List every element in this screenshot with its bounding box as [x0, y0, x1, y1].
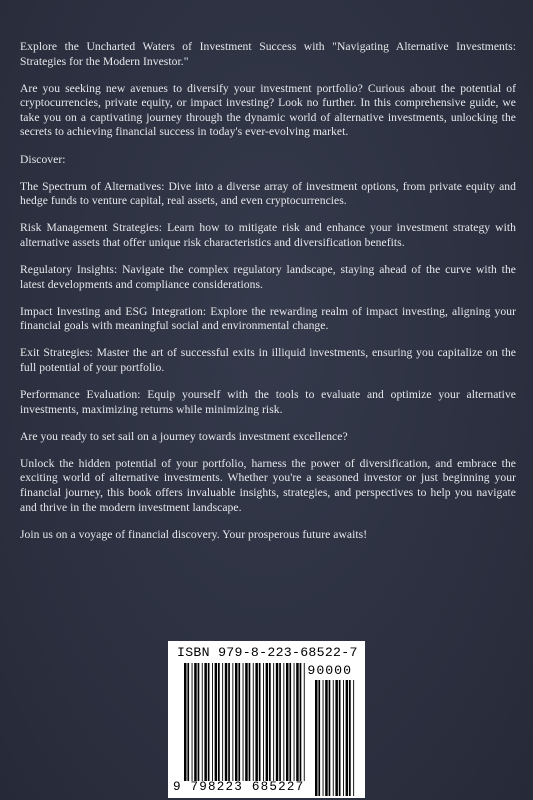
ean-bars	[183, 663, 307, 781]
barcode-bar	[353, 680, 354, 796]
barcode-bar	[208, 663, 210, 781]
barcode-bar	[225, 663, 228, 781]
barcode-bar	[222, 663, 223, 781]
barcode-bar	[325, 680, 328, 796]
barcode-bar	[273, 663, 274, 781]
barcode-bar	[339, 680, 341, 796]
blurb-paragraph-questions: Are you seeking new avenues to diversify your investment portfolio? Curious about the potential of cryptocurrencies, private equity, or impact investing? Look no further. In this comprehensive guide, we take you on a captivating journey through the dynamic world of alternative investments, unlocking the secrets to achieving financial success in today's ever-evolving market.	[20, 81, 516, 139]
barcode-bar	[318, 680, 320, 796]
blurb-item-performance: Performance Evaluation: Equip yourself with the tools to evaluate and optimize your alternative investments, maximizing returns while minimizing risk.	[20, 388, 516, 416]
barcode-bar	[253, 663, 254, 781]
blurb-item-regulatory: Regulatory Insights: Navigate the complex regulatory landscape, staying ahead of the curve with the latest developments and compliance considerations.	[20, 263, 516, 291]
blurb-item-risk: Risk Management Strategies: Learn how to mitigate risk and enhance your investment strategy with alternative assets that offer unique risk characteristics and diversification benefits.	[20, 221, 516, 249]
barcode-bar	[228, 663, 230, 781]
barcode-bar	[184, 663, 187, 781]
barcode-bar	[215, 663, 218, 781]
barcode-bar	[187, 663, 189, 781]
barcode-bar	[335, 680, 338, 796]
barcode-bar	[266, 663, 269, 781]
barcode-bar	[249, 663, 251, 781]
blurb-final-line: Join us on a voyage of financial discovery. Your prosperous future awaits!	[20, 527, 368, 541]
barcode-bar	[218, 663, 220, 781]
barcode-bar	[192, 663, 193, 781]
barcode-bar	[294, 663, 295, 781]
blurb-intro: Explore the Uncharted Waters of Investment Success with "Navigating Alternative Investments: Strategies for the Modern Investor."	[20, 40, 516, 68]
barcode-bar	[259, 663, 261, 781]
barcode-bar	[296, 663, 299, 781]
barcode-bar	[198, 663, 200, 781]
blurb-item-impact: Impact Investing and ESG Integration: Explore the rewarding realm of impact investing, aligning your financial goals with meaningful social and environmental change.	[20, 304, 516, 333]
barcode-bar	[243, 663, 244, 781]
barcode-bar	[315, 680, 318, 796]
barcode-bar	[286, 663, 289, 781]
barcode-bar	[333, 680, 334, 796]
ean-digits: 9 798223 685227	[173, 780, 305, 794]
barcode-bar	[349, 680, 351, 796]
barcode-bar	[194, 663, 197, 781]
barcode-bar	[212, 663, 213, 781]
barcode-bar	[232, 663, 233, 781]
addon-bars	[314, 680, 358, 796]
barcode-bar	[304, 663, 305, 781]
blurb-closing: Unlock the hidden potential of your portfolio, harness the power of diversification, and embrace the exciting world of alternative investments. Whether you're a seasoned investor or just beginning your financial journey, this book offers invaluable insights, strategies, and perspectives to help you navigate and thrive in the modern investment landscape.	[20, 456, 516, 514]
barcode-bar	[263, 663, 264, 781]
barcode-bar	[279, 663, 281, 781]
blurb-question: Are you ready to set sail on a journey towards investment excellence?	[20, 429, 348, 443]
barcode-bar	[329, 680, 331, 796]
barcode-bar	[255, 663, 258, 781]
isbn-barcode	[168, 641, 365, 798]
barcode-bar	[245, 663, 248, 781]
barcode-bar	[238, 663, 240, 781]
blurb-item-exit: Exit Strategies: Master the art of successful exits in illiquid investments, ensuring you capitalize on the full potential of your portfolio.	[20, 346, 516, 374]
addon-price-digits: 90000	[307, 663, 352, 678]
barcode-bar	[204, 663, 207, 781]
barcode-bar	[346, 680, 349, 796]
barcode-bar	[283, 663, 284, 781]
back-cover-blurb	[20, 40, 516, 555]
barcode-bar	[289, 663, 291, 781]
blurb-discover-heading: Discover:	[20, 152, 66, 166]
barcode-bar	[269, 663, 271, 781]
barcode-bar	[323, 680, 324, 796]
barcode-bar	[235, 663, 238, 781]
blurb-item-spectrum: The Spectrum of Alternatives: Dive into a diverse array of investment options, from private equity and hedge funds to venture capital, real assets, and even cryptocurrencies.	[20, 179, 516, 208]
barcode-bar	[276, 663, 279, 781]
barcode-bar	[343, 680, 344, 796]
barcode-bar	[300, 663, 302, 781]
isbn-text: ISBN 979-8-223-68522-7	[177, 645, 358, 660]
barcode-bar	[202, 663, 203, 781]
